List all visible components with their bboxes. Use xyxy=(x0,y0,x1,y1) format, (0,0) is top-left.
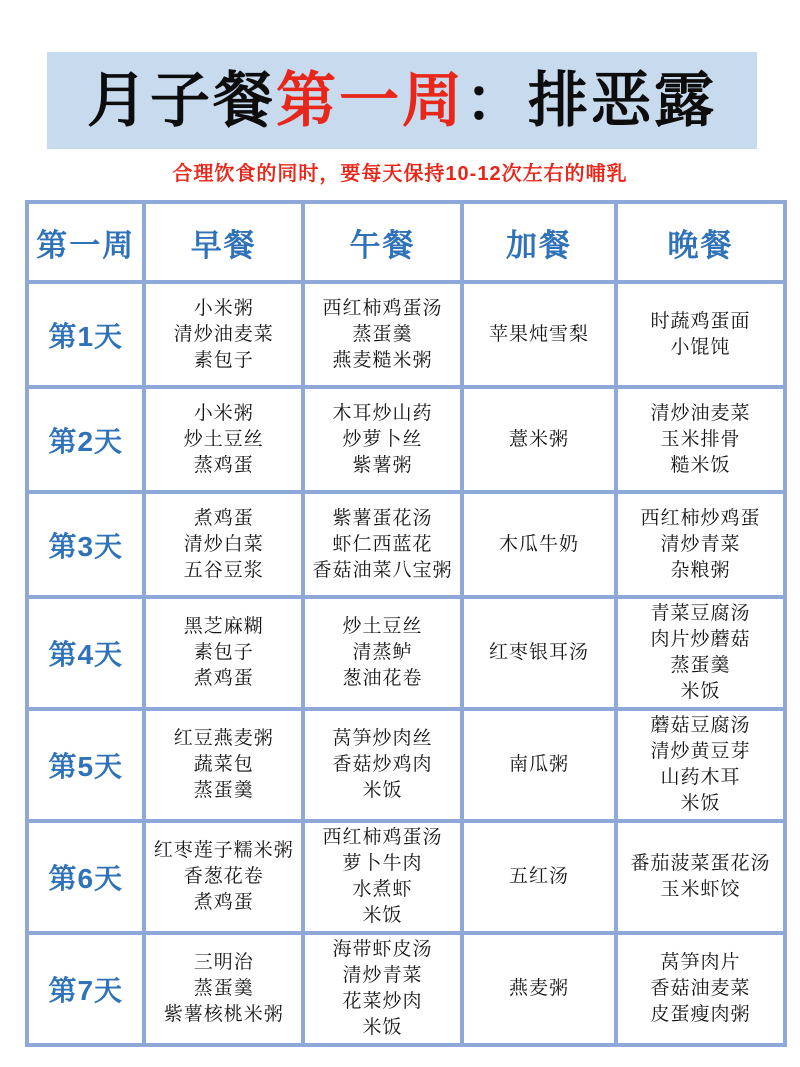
meal-item: 海带虾皮汤 xyxy=(332,939,433,960)
meal-item: 蒸蛋羹 xyxy=(193,978,254,999)
meal-item: 西红柿鸡蛋汤 xyxy=(322,827,443,848)
meal-item: 青菜豆腐汤 xyxy=(650,603,751,624)
breakfast-cell xyxy=(144,492,302,597)
meal-item: 五红汤 xyxy=(509,866,570,887)
meal-item: 糙米饭 xyxy=(670,454,731,476)
meal-item: 米饭 xyxy=(362,905,403,926)
snack-cell xyxy=(462,282,616,387)
dinner-cell xyxy=(616,387,785,492)
meal-item: 清炒青菜 xyxy=(342,965,423,986)
dinner-cell xyxy=(616,597,785,709)
table-row-day-1 xyxy=(27,282,785,387)
table-row-day-7 xyxy=(27,933,785,1045)
snack-cell xyxy=(462,933,616,1045)
title-part-red: 第一周 xyxy=(276,66,465,134)
meal-item: 莴笋炒肉丝 xyxy=(332,728,433,749)
breakfast-cell xyxy=(144,933,302,1045)
meal-item: 香菇油麦菜 xyxy=(650,978,751,999)
meal-item: 米饭 xyxy=(362,1017,403,1038)
meal-item: 时蔬鸡蛋面 xyxy=(650,310,751,332)
meal-item: 花菜炒肉 xyxy=(342,991,423,1012)
meal-item: 莴笋肉片 xyxy=(660,952,741,973)
meal-item: 紫薯粥 xyxy=(352,454,413,476)
lunch-cell xyxy=(303,492,462,597)
meal-item: 小米粥 xyxy=(193,297,254,319)
meal-item: 虾仁西蓝花 xyxy=(332,533,433,555)
meal-item: 米饭 xyxy=(362,780,403,801)
meal-item: 素包子 xyxy=(193,349,254,371)
meal-item: 米饭 xyxy=(680,681,721,702)
meal-item: 清炒油麦菜 xyxy=(650,402,751,424)
meal-item: 薏米粥 xyxy=(509,428,570,450)
meal-plan-table xyxy=(25,200,787,1047)
column-header-0: 第一周 xyxy=(27,202,144,282)
meal-item: 红枣莲子糯米粥 xyxy=(153,840,294,861)
lunch-cell xyxy=(303,387,462,492)
title-banner xyxy=(47,52,757,149)
day-label: 第1天 xyxy=(27,282,144,387)
meal-item: 小米粥 xyxy=(193,402,254,424)
dinner-cell xyxy=(616,282,785,387)
meal-item: 三明治 xyxy=(193,952,254,973)
meal-item: 清炒黄豆芽 xyxy=(650,741,751,762)
table-row-day-4 xyxy=(27,597,785,709)
lunch-cell xyxy=(303,821,462,933)
meal-item: 红豆燕麦粥 xyxy=(173,728,274,749)
title-part-black-2: ：排恶露 xyxy=(465,66,717,134)
day-label: 第4天 xyxy=(27,597,144,709)
meal-item: 肉片炒蘑菇 xyxy=(650,629,751,650)
meal-item: 紫薯蛋花汤 xyxy=(332,507,433,529)
table-row-day-2 xyxy=(27,387,785,492)
column-header-1: 早餐 xyxy=(144,202,302,282)
subtitle-note: 合理饮食的同时，要每天保持10-12次左右的哺乳 xyxy=(172,163,628,185)
snack-cell xyxy=(462,709,616,821)
meal-item: 燕麦糙米粥 xyxy=(332,349,433,371)
meal-item: 香菇油菜八宝粥 xyxy=(312,559,453,581)
meal-item: 清炒白菜 xyxy=(183,533,264,555)
meal-item: 萝卜牛肉 xyxy=(342,853,423,874)
meal-item: 木瓜牛奶 xyxy=(499,533,580,555)
meal-item: 煮鸡蛋 xyxy=(193,892,254,913)
meal-item: 香菇炒鸡肉 xyxy=(332,754,433,775)
column-header-2: 午餐 xyxy=(303,202,462,282)
lunch-cell xyxy=(303,709,462,821)
meal-item: 苹果炖雪梨 xyxy=(489,323,590,345)
meal-item: 清炒油麦菜 xyxy=(173,323,274,345)
meal-item: 蒸蛋羹 xyxy=(193,780,254,801)
lunch-cell xyxy=(303,597,462,709)
meal-item: 小馄饨 xyxy=(670,336,731,358)
day-label: 第5天 xyxy=(27,709,144,821)
meal-item: 西红柿鸡蛋汤 xyxy=(322,297,443,319)
meal-item: 蒸鸡蛋 xyxy=(193,454,254,476)
meal-item: 清炒青菜 xyxy=(660,533,741,555)
meal-item: 西红柿炒鸡蛋 xyxy=(640,507,761,529)
meal-item: 红枣银耳汤 xyxy=(489,642,590,663)
snack-cell xyxy=(462,597,616,709)
dinner-cell xyxy=(616,492,785,597)
meal-item: 蔬菜包 xyxy=(193,754,254,775)
meal-item: 蒸蛋羹 xyxy=(352,323,413,345)
meal-item: 煮鸡蛋 xyxy=(193,507,254,529)
meal-item: 黑芝麻糊 xyxy=(183,616,264,637)
breakfast-cell xyxy=(144,821,302,933)
lunch-cell xyxy=(303,282,462,387)
breakfast-cell xyxy=(144,709,302,821)
table-header-row xyxy=(27,202,785,282)
table-row-day-5 xyxy=(27,709,785,821)
snack-cell xyxy=(462,492,616,597)
meal-item: 素包子 xyxy=(193,642,254,663)
column-header-3: 加餐 xyxy=(462,202,616,282)
meal-item: 燕麦粥 xyxy=(509,978,570,999)
dinner-cell xyxy=(616,709,785,821)
meal-item: 炒土豆丝 xyxy=(342,616,423,637)
meal-item: 清蒸鲈 xyxy=(352,642,413,663)
table-row-day-6 xyxy=(27,821,785,933)
title-part-black-1: 月子餐 xyxy=(87,66,276,134)
meal-item: 蒸蛋羹 xyxy=(670,655,731,676)
meal-item: 煮鸡蛋 xyxy=(193,668,254,689)
meal-item: 番茄菠菜蛋花汤 xyxy=(630,853,771,874)
breakfast-cell xyxy=(144,387,302,492)
day-label: 第3天 xyxy=(27,492,144,597)
meal-item: 水煮虾 xyxy=(352,879,413,900)
meal-item: 香葱花卷 xyxy=(183,866,264,887)
meal-item: 木耳炒山药 xyxy=(332,402,433,424)
dinner-cell xyxy=(616,933,785,1045)
snack-cell xyxy=(462,821,616,933)
column-header-4: 晚餐 xyxy=(616,202,785,282)
breakfast-cell xyxy=(144,597,302,709)
lunch-cell xyxy=(303,933,462,1045)
meal-item: 五谷豆浆 xyxy=(183,559,264,581)
day-label: 第7天 xyxy=(27,933,144,1045)
day-label: 第6天 xyxy=(27,821,144,933)
day-label: 第2天 xyxy=(27,387,144,492)
dinner-cell xyxy=(616,821,785,933)
meal-item: 山药木耳 xyxy=(660,767,741,788)
meal-item: 玉米排骨 xyxy=(660,428,741,450)
meal-item: 蘑菇豆腐汤 xyxy=(650,715,751,736)
meal-item: 紫薯核桃米粥 xyxy=(163,1004,284,1025)
meal-item: 玉米虾饺 xyxy=(660,879,741,900)
meal-item: 炒土豆丝 xyxy=(183,428,264,450)
meal-item: 杂粮粥 xyxy=(670,559,731,581)
snack-cell xyxy=(462,387,616,492)
meal-item: 米饭 xyxy=(680,793,721,814)
meal-item: 皮蛋瘦肉粥 xyxy=(650,1004,751,1025)
page-title xyxy=(87,66,717,134)
meal-item: 葱油花卷 xyxy=(342,668,423,689)
table-row-day-3 xyxy=(27,492,785,597)
breakfast-cell xyxy=(144,282,302,387)
meal-item: 炒萝卜丝 xyxy=(342,428,423,450)
meal-item: 南瓜粥 xyxy=(509,754,570,775)
